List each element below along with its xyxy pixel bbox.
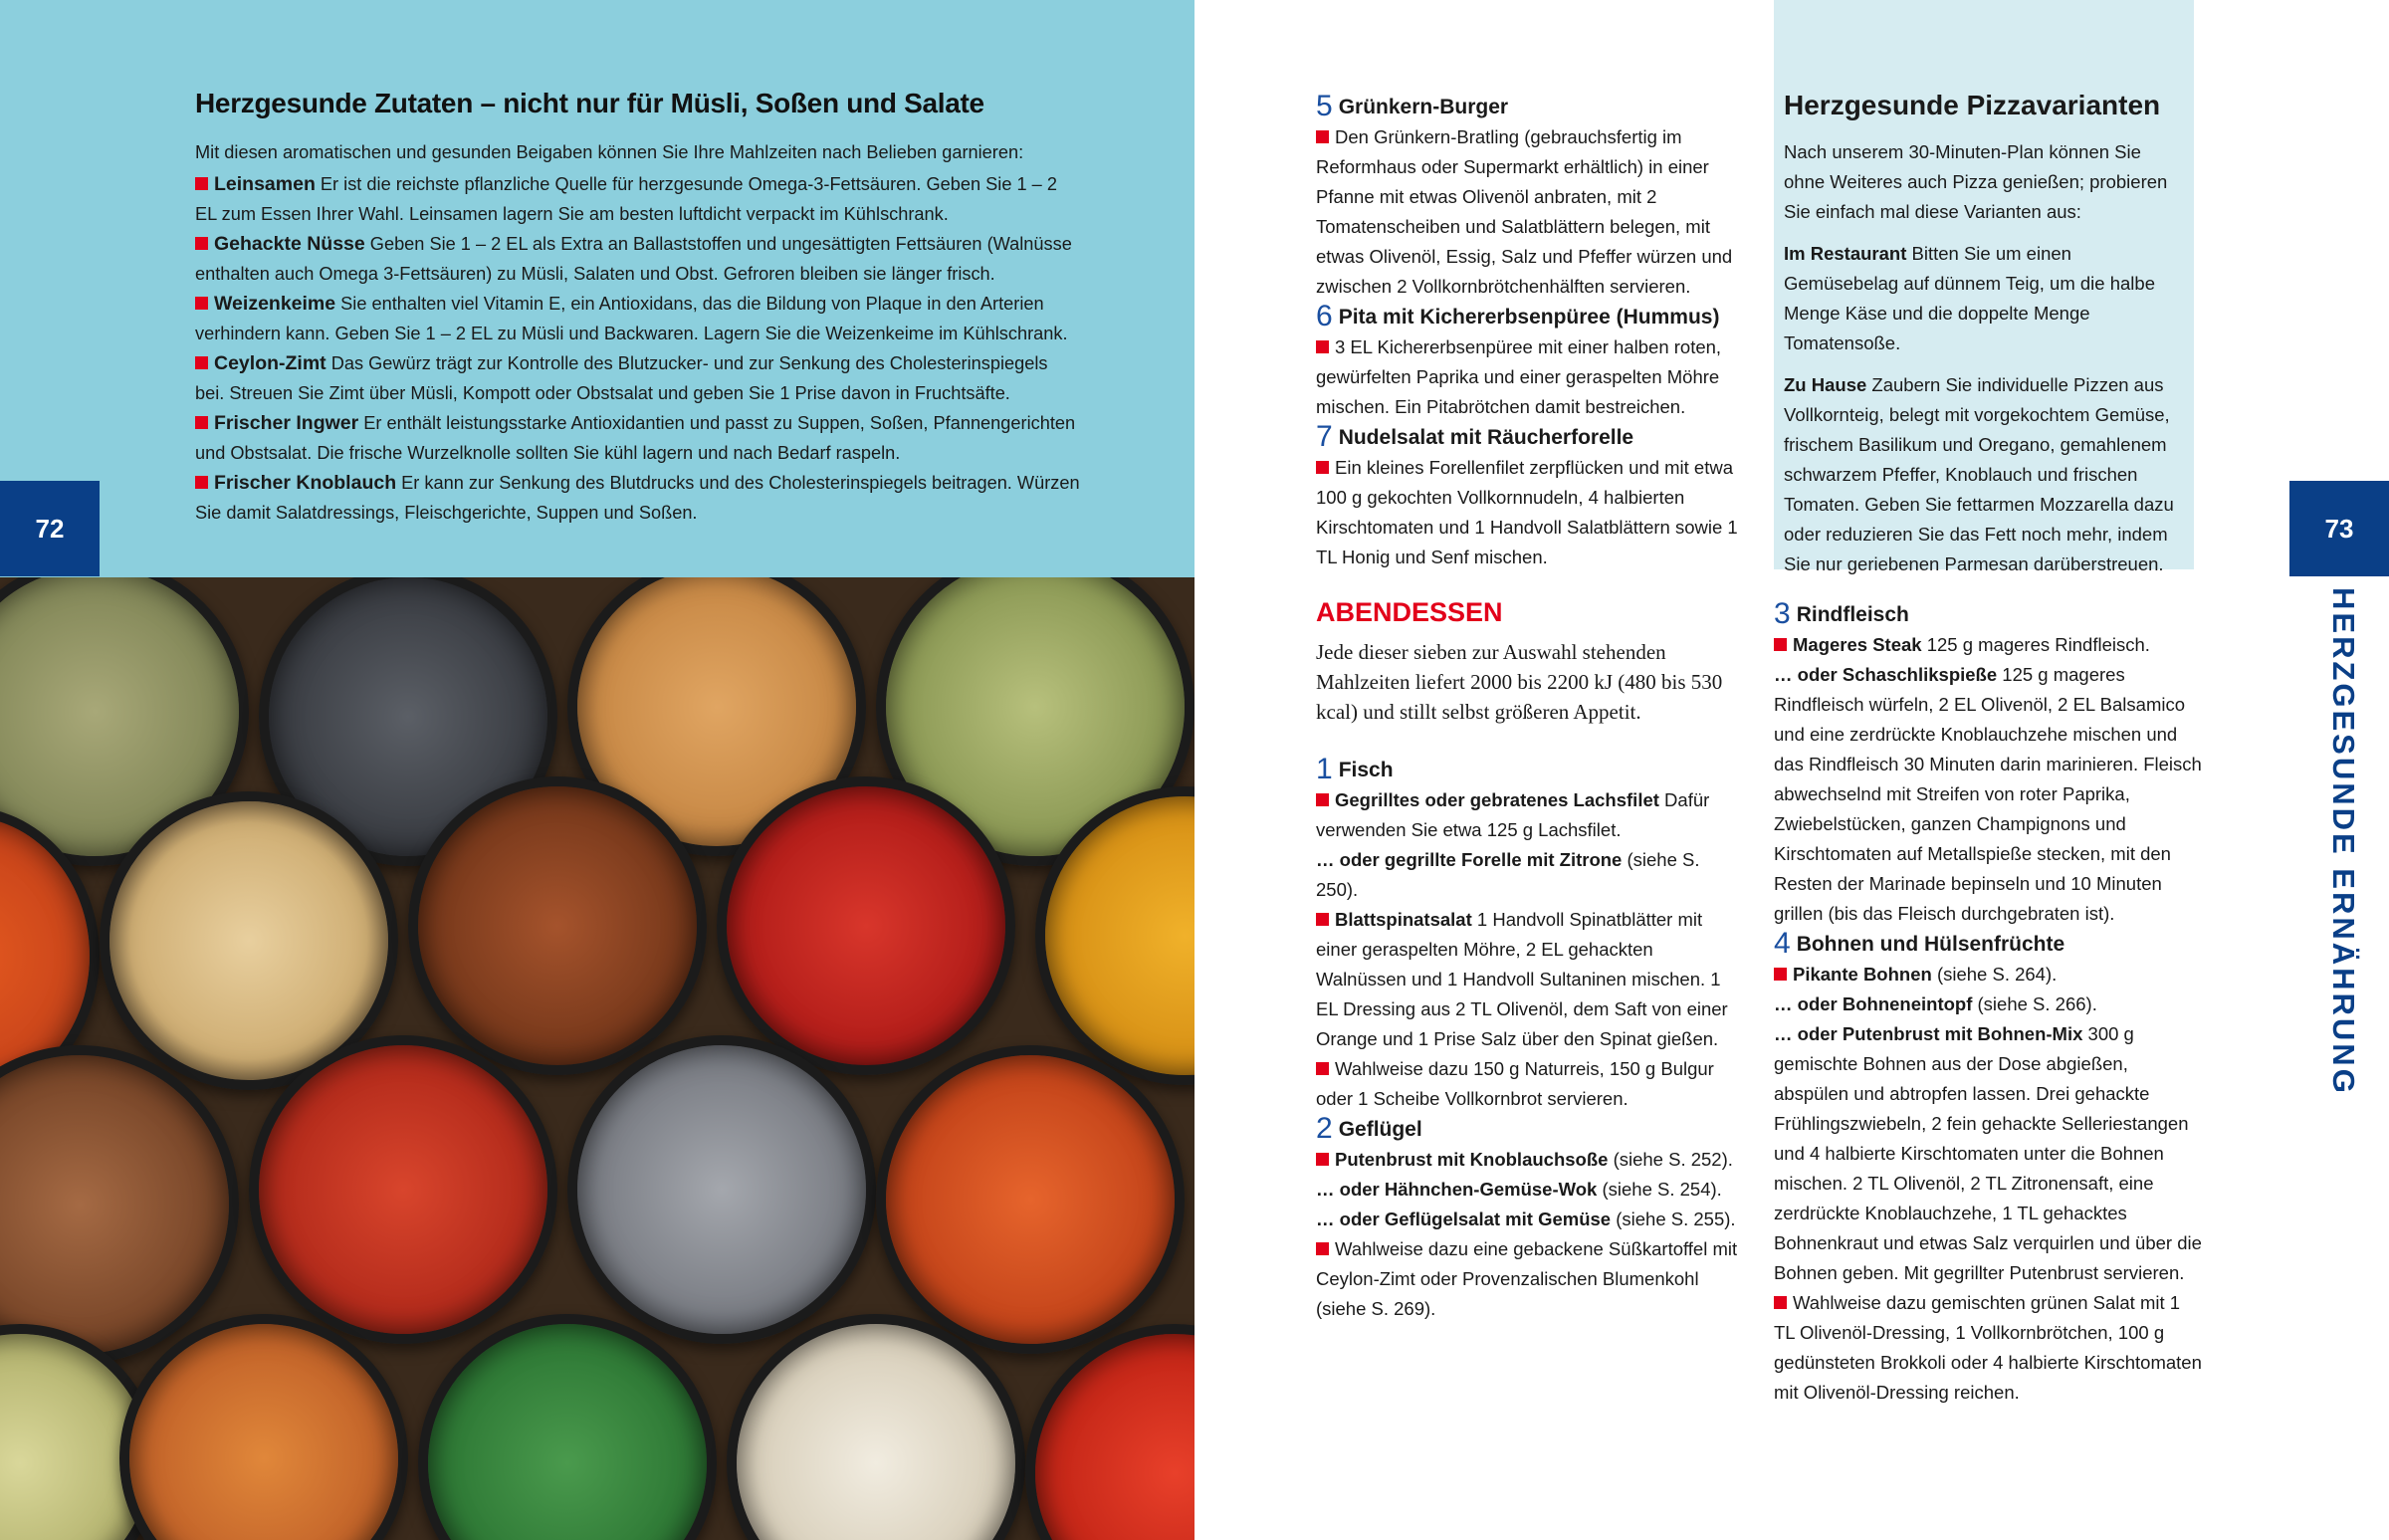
item-text: 300 g gemischte Bohnen aus der Dose abgießen, abspülen und abtropfen lassen. Drei gehackte Frühlingszwiebeln, 2 fein gehackte Selleriestangen und 4 halbierte Kirschtomaten unter die Bohnen mischen. 2 TL Olivenöl, 2 TL Zitronensaft, eine zerdrückte Knoblauchzehe, 1 TL gehacktes Bohnenkraut und etwas Salz verquirlen und über die Bohnen geben. Mit gegrillter Putenbrust servieren. — [1774, 1023, 2202, 1283]
item-text: Das Gewürz trägt zur Kontrolle des Blutzucker- und zur Senkung des Cholesterinspiegels bei. Streuen Sie Zimt über Müsli, Kompott oder Obstsalat und geben Sie 1 Prise davon in Fruchtsäfte. — [195, 353, 1048, 403]
item-term: Ceylon-Zimt — [214, 352, 326, 374]
red-square-icon — [1316, 913, 1329, 926]
item-bold: … oder Putenbrust mit Bohnen-Mix — [1774, 1023, 2083, 1044]
section-number: 6 — [1316, 300, 1333, 332]
section-number: 3 — [1774, 597, 1791, 630]
section-title: Nudelsalat mit Räucherforelle — [1338, 426, 1634, 449]
list-item — [195, 229, 1081, 289]
item-text: (siehe S. 266). — [1972, 993, 2097, 1014]
column-2-bottom — [1774, 599, 2202, 1408]
section-text — [1316, 453, 1744, 572]
section-number: 1 — [1316, 753, 1333, 785]
red-square-icon — [1774, 1296, 1787, 1309]
item-text: Er kann zur Senkung des Blutdrucks und des Cholesterinspiegels beitragen. Würzen Sie damit Salatdressings, Fleischgerichte, Suppen und Soßen. — [195, 473, 1080, 523]
item-text: Dafür verwenden Sie etwa 125 g Lachsfilet. — [1316, 789, 1710, 840]
item — [1316, 905, 1744, 1054]
item — [1774, 660, 2202, 929]
item — [1774, 960, 2202, 990]
item — [1316, 1234, 1744, 1324]
bowl-garlic — [727, 1314, 1025, 1540]
section-title: Grünkern-Burger — [1338, 96, 1509, 118]
section-number: 5 — [1316, 90, 1333, 122]
list-item — [195, 468, 1081, 528]
red-square-icon — [195, 416, 208, 429]
bowl-goji — [249, 1035, 557, 1344]
bowl-star-anise — [408, 776, 707, 1075]
section-text — [1316, 332, 1744, 422]
section-title: Rindfleisch — [1796, 603, 1909, 626]
section-number: 4 — [1774, 927, 1791, 960]
item-text: Wahlweise dazu 150 g Naturreis, 150 g Bulgur oder 1 Scheibe Vollkornbrot servieren. — [1316, 1058, 1714, 1109]
item-term: Leinsamen — [214, 173, 316, 195]
spices-photo — [0, 577, 1194, 1540]
pizza-intro: Nach unserem 30-Minuten-Plan können Sie ohne Weiteres auch Pizza genießen; probieren Sie einfach mal diese Varianten aus: — [1784, 141, 2168, 222]
red-square-icon — [195, 297, 208, 310]
info-intro: Mit diesen aromatischen und gesunden Beigaben können Sie Ihre Mahlzeiten nach Belieben garnieren: — [195, 142, 1024, 162]
item — [1774, 990, 2202, 1019]
item-text: (siehe S. 250). — [1316, 849, 1700, 900]
item-text: Zaubern Sie individuelle Pizzen aus Vollkornteig, belegt mit vorgekochtem Gemüse, frischem Basilikum und Oregano, gemahlenem schwarzem Pfeffer, Knoblauch und frischen Tomaten. Geben Sie fettarmen Mozzarella dazu oder reduzieren Sie das Fett noch mehr, indem Sie nur geriebenen Parmesan darüberstreuen. — [1784, 374, 2174, 574]
bowl-pink-pepper — [717, 776, 1015, 1075]
bowl-chili-peppers — [1025, 1324, 1194, 1540]
red-square-icon — [1316, 130, 1329, 143]
item-text: Bitten Sie um einen Gemüsebelag auf dünnem Teig, um die halbe Menge Käse und die doppelte Menge Tomatensoße. — [1784, 243, 2155, 353]
item-bold: Gegrilltes oder gebratenes Lachsfilet — [1335, 789, 1659, 810]
item-term: Gehackte Nüsse — [214, 233, 365, 255]
red-square-icon — [195, 476, 208, 489]
item — [1316, 1205, 1744, 1234]
item-text: (siehe S. 264). — [1931, 964, 2058, 985]
item-text: Geben Sie 1 – 2 EL als Extra an Ballaststoffen und ungesättigten Fettsäuren (Walnüsse enthalten auch Omega 3-Fettsäuren) zu Müsli, Salaten und Obst. Gefroren bleiben sie länger frisch. — [195, 234, 1072, 284]
red-square-icon — [195, 356, 208, 369]
red-square-icon — [1316, 340, 1329, 353]
item-text: (siehe S. 252). — [1608, 1149, 1733, 1170]
red-square-icon — [1774, 968, 1787, 981]
section-number: 7 — [1316, 420, 1333, 453]
section-title: Geflügel — [1338, 1118, 1422, 1141]
section-text — [1316, 122, 1744, 302]
item-text: Er enthält leistungsstarke Antioxidantien und passt zu Suppen, Soßen, Pfannengerichten und Obstsalat. Die frische Wurzelknolle sollten Sie kühl lagern und nach Bedarf raspeln. — [195, 413, 1076, 463]
list-item — [195, 289, 1081, 348]
vertical-chapter-title — [2289, 587, 2389, 1096]
item-term: Weizenkeime — [214, 293, 336, 315]
section-title: Pita mit Kichererbsenpüree (Hummus) — [1338, 306, 1720, 329]
item-bold: Mageres Steak — [1793, 634, 1922, 655]
abendessen-intro: Jede dieser sieben zur Auswahl stehenden Mahlzeiten liefert 2000 bis 2200 kJ (480 bis 530 kcal) und stillt selbst größeren Appetit. — [1316, 640, 1723, 724]
item-bold: Zu Hause — [1784, 374, 1867, 395]
item-text: 1 Handvoll Spinatblätter mit einer geraspelten Möhre, 2 EL gehackten Walnüssen und 1 Handvoll Sultaninen mischen. 1 EL Dressing aus 2 TL Olivenöl, dem Saft von einer Orange und 1 Prise Salz über den Spinat gießen. — [1316, 909, 1728, 1049]
bowl-grey-poppy — [567, 1035, 876, 1344]
column-1-bottom — [1316, 755, 1744, 1324]
red-square-icon — [1316, 793, 1329, 806]
list-item — [195, 348, 1081, 408]
section-heading — [1316, 302, 1744, 332]
item-text: (siehe S. 255). — [1611, 1209, 1736, 1229]
item-text: Wahlweise dazu gemischten grünen Salat mit 1 TL Olivenöl-Dressing, 1 Vollkornbrötchen, 100 g gedünsteten Brokkoli oder 4 halbierte Kirschtomaten mit Olivenöl-Dressing reichen. — [1774, 1292, 2202, 1403]
pizza-body — [1784, 137, 2182, 591]
red-square-icon — [1316, 461, 1329, 474]
section-heading — [1774, 599, 2202, 630]
red-square-icon — [1316, 1153, 1329, 1166]
section-title: Fisch — [1338, 759, 1394, 781]
page-number-left: 72 — [0, 481, 100, 576]
chapter-title-text: HERZGESUNDE ERNÄHRUNG — [2326, 587, 2361, 1096]
item-bold: Im Restaurant — [1784, 243, 1907, 264]
bowl-chili-flakes — [119, 1314, 408, 1540]
item — [1316, 1054, 1744, 1114]
item-bold: … oder Schaschlikspieße — [1774, 664, 1998, 685]
item-bold: … oder Bohneneintopf — [1774, 993, 1973, 1014]
info-title: Herzgesunde Zutaten – nicht nur für Müsli, Soßen und Salate — [195, 88, 984, 118]
item-text: Sie enthalten viel Vitamin E, ein Antioxidans, das die Bildung von Plaque in den Arterien verhindern kann. Geben Sie 1 – 2 EL zu Müsli und Backwaren. Lagern Sie die Weizenkeime im Kühlschrank. — [195, 294, 1068, 343]
column-1-top — [1316, 92, 1744, 572]
item-term: Frischer Ingwer — [214, 412, 359, 434]
ingredient-list — [195, 169, 1081, 528]
section-heading — [1316, 422, 1744, 453]
bowl-cocoa-beans — [0, 1045, 239, 1364]
item-bold: Putenbrust mit Knoblauchsoße — [1335, 1149, 1609, 1170]
section-heading — [1316, 755, 1744, 785]
section-heading — [1316, 1114, 1744, 1145]
item-bold: … oder Geflügelsalat mit Gemüse — [1316, 1209, 1612, 1229]
bowl-herbs — [418, 1314, 717, 1540]
item-text: Er ist die reichste pflanzliche Quelle für herzgesunde Omega-3-Fettsäuren. Geben Sie 1 – 2 EL zum Essen Ihrer Wahl. Leinsamen lagern Sie am besten luftdicht verpackt im Kühlschrank. — [195, 174, 1057, 224]
list-item — [195, 169, 1081, 229]
red-square-icon — [1316, 1242, 1329, 1255]
item-bold: Pikante Bohnen — [1793, 964, 1932, 985]
section-title: Bohnen und Hülsenfrüchte — [1796, 933, 2065, 956]
text: Ein kleines Forellenfilet zerpflücken und mit etwa 100 g gekochten Vollkornnudeln, 4 halbierten Kirschtomaten und 1 Handvoll Salatblättern sowie 1 TL Honig und Senf mischen. — [1316, 457, 1738, 567]
item-text: Wahlweise dazu eine gebackene Süßkartoffel mit Ceylon-Zimt oder Provenzalischen Blumenkohl (siehe S. 269). — [1316, 1238, 1738, 1319]
item — [1316, 1145, 1744, 1175]
page-number-right: 73 — [2289, 481, 2389, 576]
list-item — [195, 408, 1081, 468]
item-bold: … oder gegrillte Forelle mit Zitrone — [1316, 849, 1623, 870]
item-text: 125 g mageres Rindfleisch. — [1921, 634, 2150, 655]
section-heading — [1774, 929, 2202, 960]
red-square-icon — [195, 177, 208, 190]
pizza-home — [1784, 370, 2182, 579]
item-text: (siehe S. 254). — [1597, 1179, 1722, 1200]
item-term: Frischer Knoblauch — [214, 472, 397, 494]
item — [1316, 785, 1744, 845]
abendessen-heading: ABENDESSEN — [1316, 597, 1503, 627]
item — [1774, 1019, 2202, 1288]
red-square-icon — [195, 237, 208, 250]
bowl-saffron — [876, 1045, 1185, 1354]
item-text: 125 g mageres Rindfleisch würfeln, 2 EL Olivenöl, 2 EL Balsamico und eine zerdrückte Knoblauchzehe mischen und das Rindfleisch 30 Minuten darin marinieren. Fleisch abwechselnd mit Streifen von roter Paprika, Zwiebelstücken, ganzen Champignons und Kirschtomaten auf Metallspieße stecken, mit den Resten der Marinade bepinseln und 10 Minuten grillen (bis das Fleisch durchgebraten ist). — [1774, 664, 2202, 924]
text: 3 EL Kichererbsenpüree mit einer halben roten, gewürfelten Paprika und einer geraspelten Möhre mischen. Ein Pitabrötchen damit bestreichen. — [1316, 336, 1722, 417]
text: Den Grünkern-Bratling (gebrauchsfertig im Reformhaus oder Supermarkt erhältlich) in einer Pfanne mit etwas Olivenöl anbraten, mit 2 Tomatenscheiben und Salatblättern belegen, mit etwas Olivenöl, Essig, Salz und Pfeffer würzen und zwischen 2 Vollkornbrötchenhälften servieren. — [1316, 126, 1733, 297]
item — [1774, 1288, 2202, 1408]
pizza-restaurant — [1784, 239, 2182, 358]
item-bold: … oder Hähnchen-Gemüse-Wok — [1316, 1179, 1598, 1200]
section-number: 2 — [1316, 1112, 1333, 1145]
item-bold: Blattspinatsalat — [1335, 909, 1472, 930]
section-heading — [1316, 92, 1744, 122]
pizza-title: Herzgesunde Pizzavarianten — [1784, 90, 2161, 120]
red-square-icon — [1774, 638, 1787, 651]
red-square-icon — [1316, 1062, 1329, 1075]
item — [1316, 1175, 1744, 1205]
item — [1774, 630, 2202, 660]
item — [1316, 845, 1744, 905]
